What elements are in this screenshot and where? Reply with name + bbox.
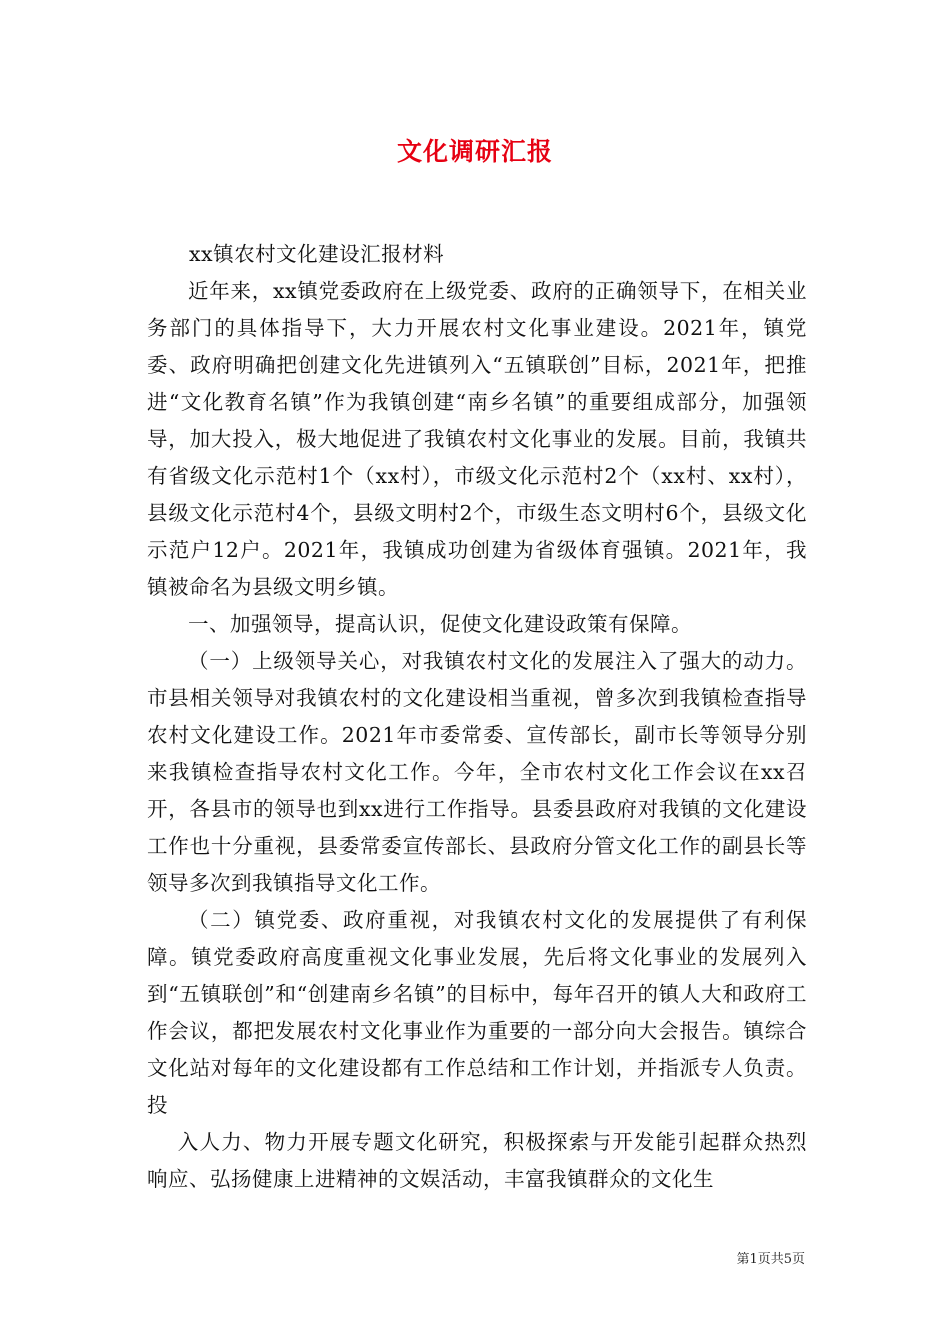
paragraph-intro: 近年来，xx镇党委政府在上级党委、政府的正确领导下，在相关业务部门的具体指导下，大力开展农村文化事业建设。2021年，镇党委、政府明确把创建文化先进镇列入“五镇联创”目标，2021年，把推进“文化教育名镇”作为我镇创建“南乡名镇”的重要组成部分，加强领导，加大投入，极大地促进了我镇农村文化事业的发展。目前，我镇共有省级文化示范村1个（xx村），市级文化示范村2个（xx村、xx村），县级文化示范村4个，县级文明村2个，市级生态文明村6个，县级文化示范户12户。2021年，我镇成功创建为省级体育强镇。2021年，我镇被命名为县级文明乡镇。 <box>147 279 807 599</box>
document-subtitle: xx镇农村文化建设汇报材料 <box>189 242 445 266</box>
page-number: 第1页共5页 <box>736 1252 805 1267</box>
document-title: 文化调研汇报 <box>396 137 553 166</box>
paragraph-continuation: 入人力、物力开展专题文化研究，积极探索与开发能引起群众热烈响应、弘扬健康上进精神的文娱活动，丰富我镇群众的文化生 <box>147 1130 807 1191</box>
paragraph-section-1-2: （二）镇党委、政府重视，对我镇农村文化的发展提供了有利保障。镇党委政府高度重视文化事业发展，先后将文化事业的发展列入到“五镇联创”和“创建南乡名镇”的目标中，每年召开的镇人大和政府工作会议，都把发展农村文化事业作为重要的一部分向大会报告。镇综合文化站对每年的文化建设都有工作总结和工作计划，并指派专人负责。投 <box>147 908 807 1117</box>
paragraph-section-1-1: （一）上级领导关心，对我镇农村文化的发展注入了强大的动力。市县相关领导对我镇农村的文化建设相当重视，曾多次到我镇检查指导农村文化建设工作。2021年市委常委、宣传部长，副市长等领导分别来我镇检查指导农村文化工作。今年，全市农村文化工作会议在xx召开，各县市的领导也到xx进行工作指导。县委县政府对我镇的文化建设工作也十分重视，县委常委宣传部长、县政府分管文化工作的副县长等领导多次到我镇指导文化工作。 <box>147 649 807 895</box>
section-heading-1: 一、加强领导，提高认识，促使文化建设政策有保障。 <box>188 612 692 636</box>
document-body <box>147 236 807 1198</box>
